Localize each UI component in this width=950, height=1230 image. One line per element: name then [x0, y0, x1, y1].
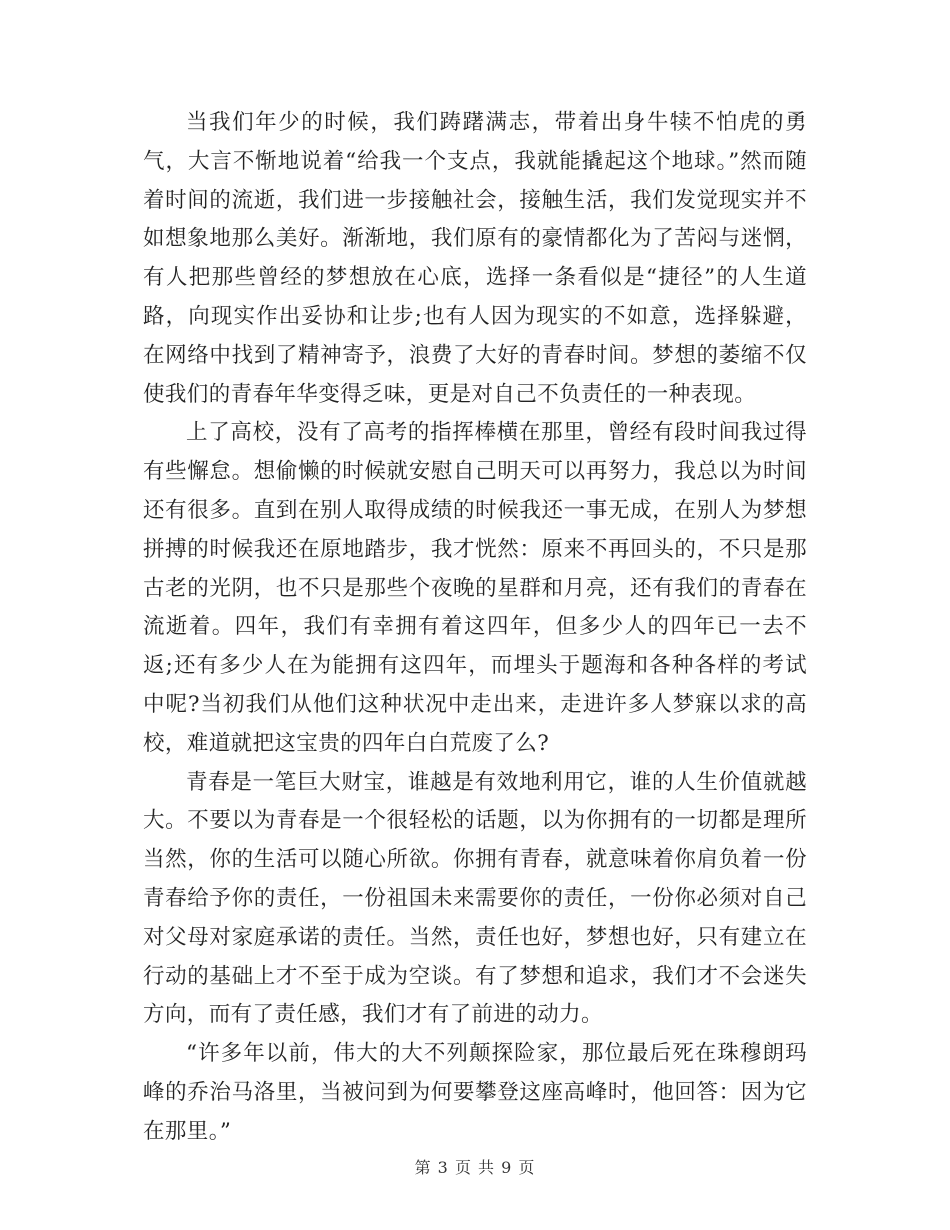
page-number-footer: 第 3 页 共 9 页	[414, 1158, 536, 1177]
paragraph-4: “许多年以前，伟大的大不列颠探险家，那位最后死在珠穆朗玛峰的乔治马洛里，当被问到为何要攀登这座高峰时，他回答：因为它在那里。”	[143, 1041, 807, 1144]
paragraph-3: 青春是一笔巨大财宝，谁越是有效地利用它，谁的人生价值就越大。不要以为青春是一个很轻松的话题，以为你拥有的一切都是理所当然，你的生活可以随心所欲。你拥有青春，就意味着你肩负着一份青春给予你的责任，一份祖国未来需要你的责任，一份你必须对自己对父母对家庭承诺的责任。当然，责任也好，梦想也好，只有建立在行动的基础上才不至于成为空谈。有了梦想和追求，我们才不会迷失方向，而有了责任感，我们才有了前进的动力。	[143, 769, 807, 1028]
body-text	[143, 104, 807, 1152]
paragraph-2: 上了高校，没有了高考的指挥棒横在那里，曾经有段时间我过得有些懈怠。想偷懒的时候就安慰自己明天可以再努力，我总以为时间还有很多。直到在别人取得成绩的时候我还一事无成，在别人为梦想拼搏的时候我还在原地踏步，我才恍然：原来不再回头的，不只是那古老的光阴，也不只是那些个夜晚的星群和月亮，还有我们的青春在流逝着。四年，我们有幸拥有着这四年，但多少人的四年已一去不返;还有多少人在为能拥有这四年，而埋头于题海和各种各样的考试中呢?当初我们从他们这种状况中走出来，走进许多人梦寐以求的高校，难道就把这宝贵的四年白白荒废了么?	[143, 420, 807, 756]
paragraph-1: 当我们年少的时候，我们踌躇满志，带着出身牛犊不怕虎的勇气，大言不惭地说着“给我一个支点，我就能撬起这个地球。”然而随着时间的流逝，我们进一步接触社会，接触生活，我们发觉现实并不如想象地那么美好。渐渐地，我们原有的豪情都化为了苦闷与迷惘，有人把那些曾经的梦想放在心底，选择一条看似是“捷径”的人生道路，向现实作出妥协和让步;也有人因为现实的不如意，选择躲避，在网络中找到了精神寄予，浪费了大好的青春时间。梦想的萎缩不仅使我们的青春年华变得乏味，更是对自己不负责任的一种表现。	[143, 110, 807, 407]
